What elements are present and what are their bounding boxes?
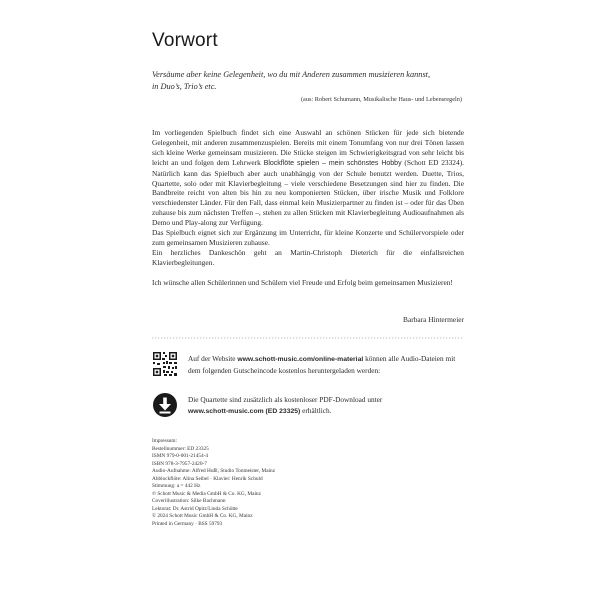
page-title: Vorwort — [152, 30, 218, 51]
epigraph-quote — [152, 69, 464, 92]
download-text: Die Quartette sind zusätzlich als kostenloser PDF-Download unter www.schott-music.com (ED 23325) erhältlich. — [188, 395, 383, 415]
online-material-link[interactable]: www.schott-music.com/online-material — [237, 356, 364, 363]
imprint-line: Audio-Aufnahme: Alfred Hußl, Studio Tonmeister, Mainz — [152, 468, 276, 474]
quote-line-2: in Duo’s, Trio’s etc. — [152, 81, 217, 91]
imprint-line: Stimmung: a = 442 Hz — [152, 483, 201, 489]
imprint-line: Impressum: — [152, 438, 178, 444]
paragraph-4: Ich wünsche allen Schülerinnen und Schülern viel Freude und Erfolg beim gemeinsamen Musizieren! — [152, 277, 453, 287]
quote-line-1: Versäume aber keine Gelegenheit, wo du mit Anderen zusammen musizieren kannst, — [152, 70, 431, 79]
dotted-divider — [152, 335, 464, 341]
imprint-line: ISBN 978-3-7957-2420-7 — [152, 460, 207, 467]
imprint-line: ISMN 979-0-001-21454-4 — [152, 453, 209, 459]
preface-body — [152, 128, 464, 287]
imprint-line: Abblockflöte: Alina Seibel · Klavier: Henrik Schuld — [152, 475, 263, 482]
imprint-line: Coverillustration: Silke Bachmann — [152, 498, 226, 504]
download-icon — [152, 392, 178, 418]
qr-code-icon — [152, 351, 178, 377]
paragraph-2: Das Spielbuch eignet sich zur Ergänzung im Unterricht, für kleine Konzerte und Schülervorspiele oder zum gemeinsamen Musizieren zuhause. — [152, 228, 464, 247]
author-signature: Barbara Hintermeier — [403, 315, 464, 324]
online-material-text: Auf der Website www.schott-music.com/online-material können alle Audio-Dateien mit dem folgenden Gutscheincode kostenlos heruntergeladen werden: — [188, 354, 456, 375]
imprint-block — [152, 438, 352, 528]
download-link[interactable]: www.schott-music.com (ED 23325) — [188, 407, 301, 415]
imprint-line: © 2024 Schott Music GmbH & Co. KG, Mainz — [152, 513, 253, 519]
imprint-line: Lektorat: Dr. Astrid Opitz/Linda Schütte — [152, 505, 238, 512]
textbook-title: Blockflöte spielen – mein schönstes Hobby — [263, 159, 402, 167]
paragraph-1: Im vorliegenden Spielbuch findet sich eine Auswahl an schönen Stücken für jede sich bietende Gelegenheit, mit anderen zusammenzuspielen. Bereits mit einem Tonumfang von nur drei Tönen lassen sich kleine Werke gemeinsam musizieren. Die Stücke steigen im Schwierigkeitsgrad von sehr leicht bis leicht an und folgen dem Lehrwerk Blockflöte spielen – mein schönstes Hobby (Schott ED 23324). Natürlich kann das Spielbuch aber auch unabhängig von der Schule benutzt werden. Duette, Trios, Quartette, solo oder mit Klavierbegleitung – viele verschiedene Besetzungen sind hier zu finden. Die Bandbreite reicht von alten bis hin zu neu komponierten Stücken, über irische Musik und Folklore verschiedenster Länder. Für den Fall, dass einmal kein Musizierpartner zu finden ist – oder für das Üben zuhause bis zum nächsten Treffen –, stehen zu allen Stücken mit Klavierbegleitung Audioaufnahmen als Demo und Play-along zur Verfügung. — [152, 128, 464, 228]
imprint-line: Bestellnummer: ED 23325 — [152, 445, 209, 452]
imprint-line: Printed in Germany · BSS 59793 — [152, 520, 223, 527]
paragraph-3: Ein herzliches Dankeschön geht an Martin-Christoph Dieterich für die einfallsreichen Klavierbegleitungen. — [152, 247, 464, 267]
quote-source: (aus: Robert Schumann, Musikalische Haus- und Lebensregeln) — [300, 96, 462, 103]
imprint-line: ℗ Schott Music & Media GmbH & Co. KG, Mainz — [152, 490, 261, 497]
